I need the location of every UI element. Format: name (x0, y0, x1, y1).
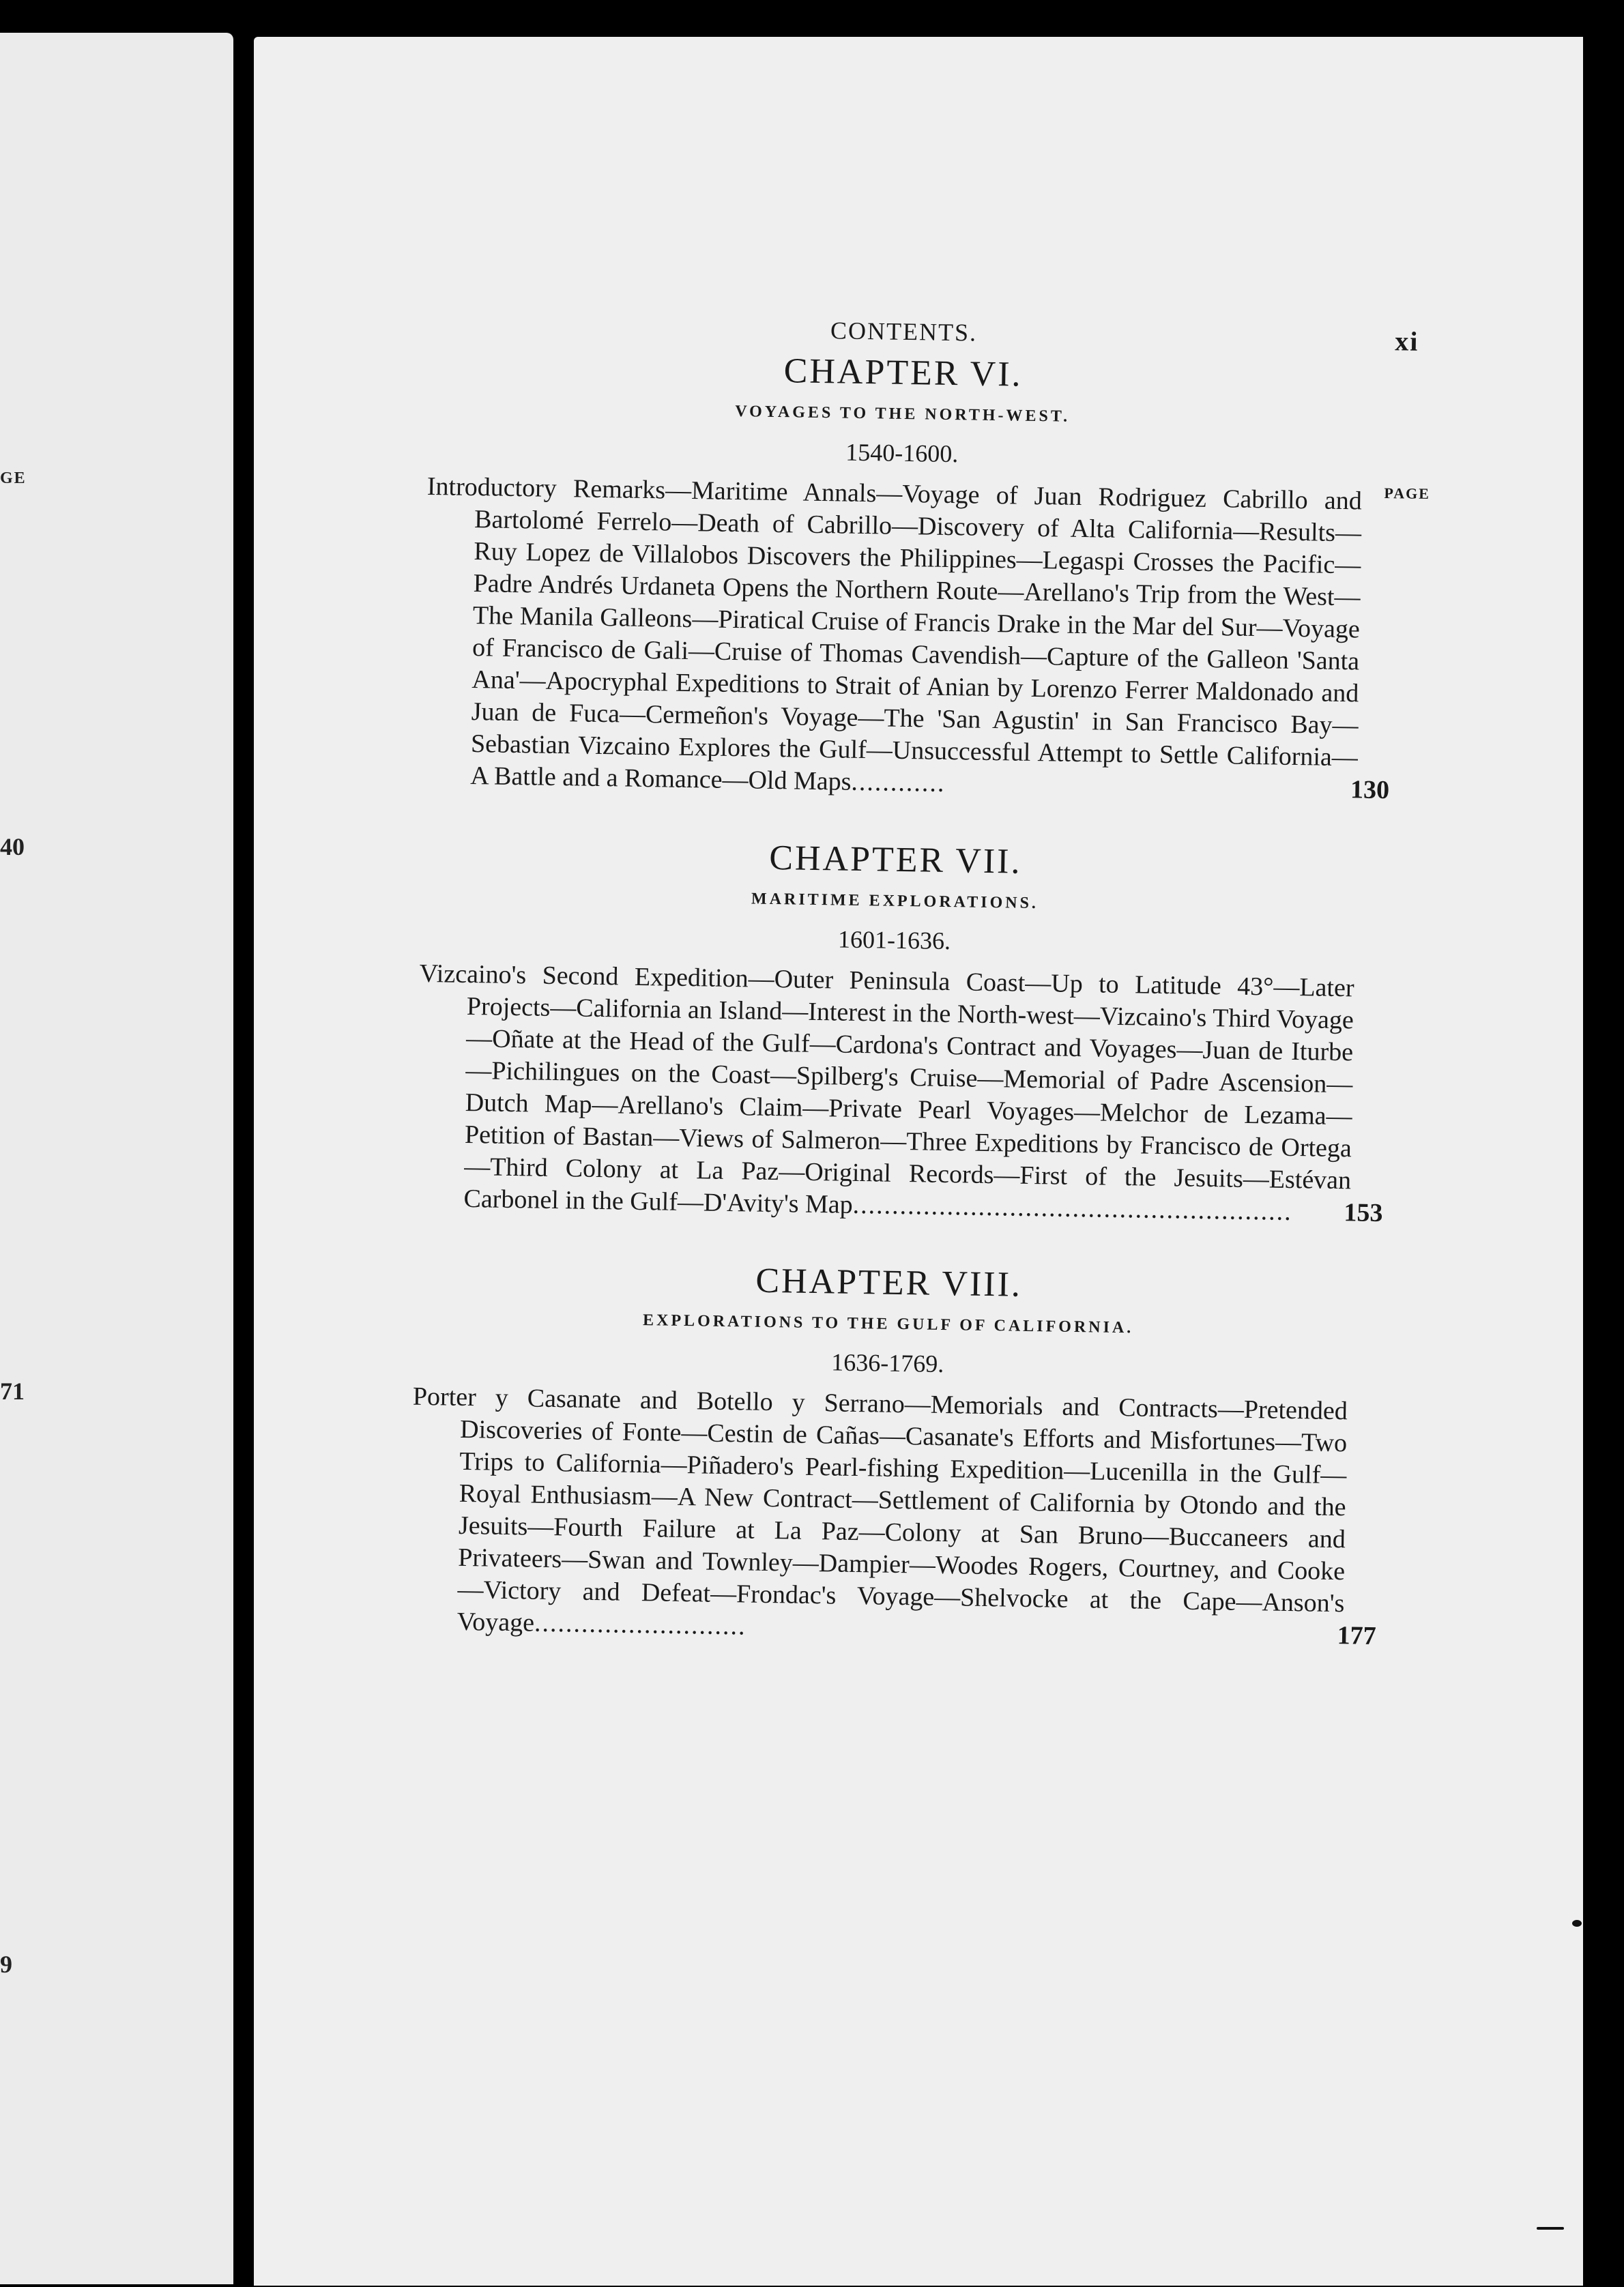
dot-leader: ............ (851, 767, 946, 798)
chapter-heading: CHAPTER VII. (768, 838, 1022, 882)
left-page-fragment: 71 (0, 1378, 25, 1405)
running-head-title: CONTENTS. (830, 317, 978, 347)
page-column-label: PAGE (1384, 484, 1431, 503)
left-page-edge (0, 33, 233, 2284)
chapter-years: 1540-1600. (845, 438, 959, 468)
chapter-subtitle: MARITIME EXPLORATIONS. (751, 890, 1039, 913)
book-page (254, 37, 1583, 2286)
chapter-page-number: 130 (1350, 775, 1390, 805)
contents-body (408, 310, 1431, 1693)
chapter-summary (422, 471, 1390, 806)
summary-text: Vizcaino's Second Expedition—Outer Peninsula Coast—Up to Latitude 43°—Later Projects—California an Island—Interest in the North-west—Vizcaino's Third Voyage—Oñate at the Head of the Gulf—Cardona's Contract and Voyages—Juan de Iturbe—Pichilingues on the Coast—Spilberg's Cruise—Memorial of Padre Ascension—Dutch Map—Arellano's Claim—Private Pearl Voyages—Melchor de Lezama—Petition of Bastan—Views of Salmeron—Three Expeditions by Francisco de Ortega—Third Colony at La Paz—Original Records—First of the Jesuits—Estévan Carbonel in the Gulf—D'Avity's Map (419, 959, 1354, 1219)
chapter-page-number: 177 (1337, 1621, 1376, 1651)
chapter-subtitle: EXPLORATIONS TO THE GULF OF CALIFORNIA. (642, 1311, 1134, 1337)
running-head-page-number: xi (1394, 325, 1419, 357)
dot-leader: ........................................................ (852, 1190, 1292, 1227)
dot-leader: ........................... (534, 1608, 746, 1641)
chapter-section (409, 1255, 1376, 1652)
chapter-subtitle: VOYAGES TO THE NORTH-WEST. (735, 403, 1071, 426)
chapter-heading: CHAPTER VI. (783, 351, 1023, 394)
chapter-summary (416, 958, 1383, 1229)
chapter-section (416, 832, 1383, 1229)
chapter-section (422, 345, 1431, 806)
chapter-summary (409, 1381, 1376, 1652)
scan-mark (1537, 2227, 1564, 2230)
left-page-fragment: 40 (0, 833, 25, 860)
left-page-fragment: 9 (0, 1951, 12, 1978)
chapter-years: 1601-1636. (837, 925, 951, 955)
scan-mark (1572, 1920, 1582, 1927)
summary-text: Introductory Remarks—Maritime Annals—Voyage of Juan Rodriguez Cabrillo and Bartolomé Ferrelo—Death of Cabrillo—Discovery of Alta California—Results—Ruy Lopez de Villalobos Discovers the Philippines—Legaspi Crosses the Pacific—Padre Andrés Urdaneta Opens the Northern Route—Arellano's Trip from the West—The Manila Galleons—Piratical Cruise of Francis Drake in the Mar del Sur—Voyage of Francisco de Gali—Cruise of Thomas Cavendish—Capture of the Galleon 'Santa Ana'—Apocryphal Expeditions to Strait of Anian by Lorenzo Ferrer Maldonado and Juan de Fuca—Cermeñon's Voyage—The 'San Agustin' in San Francisco Bay—Sebastian Vizcaino Explores the Gulf—Unsuccessful Attempt to Settle California—A Battle and a Romance—Old Maps (426, 471, 1363, 796)
chapter-years: 1636-1769. (831, 1348, 944, 1378)
summary-text: Porter y Casanate and Botello y Serrano—Memorials and Contracts—Pretended Discoveries of Fonte—Cestin de Cañas—Casanate's Efforts and Misfortunes—Two Trips to California—Piñadero's Pearl-fishing Expedition—Lucenilla in the Gulf—Royal Enthusiasm—A New Contract—Settlement of California by Otondo and the Jesuits—Fourth Failure at La Paz—Colony at San Bruno—Buccaneers and Privateers—Swan and Townley—Dampier—Woodes Rogers, Courtney, and Cooke—Victory and Defeat—Frondac's Voyage—Shelvocke at the Cape—Anson's Voyage (412, 1382, 1348, 1637)
chapter-heading: CHAPTER VIII. (755, 1261, 1023, 1305)
chapter-page-number: 153 (1344, 1198, 1383, 1228)
left-page-fragment: GE (0, 469, 27, 487)
